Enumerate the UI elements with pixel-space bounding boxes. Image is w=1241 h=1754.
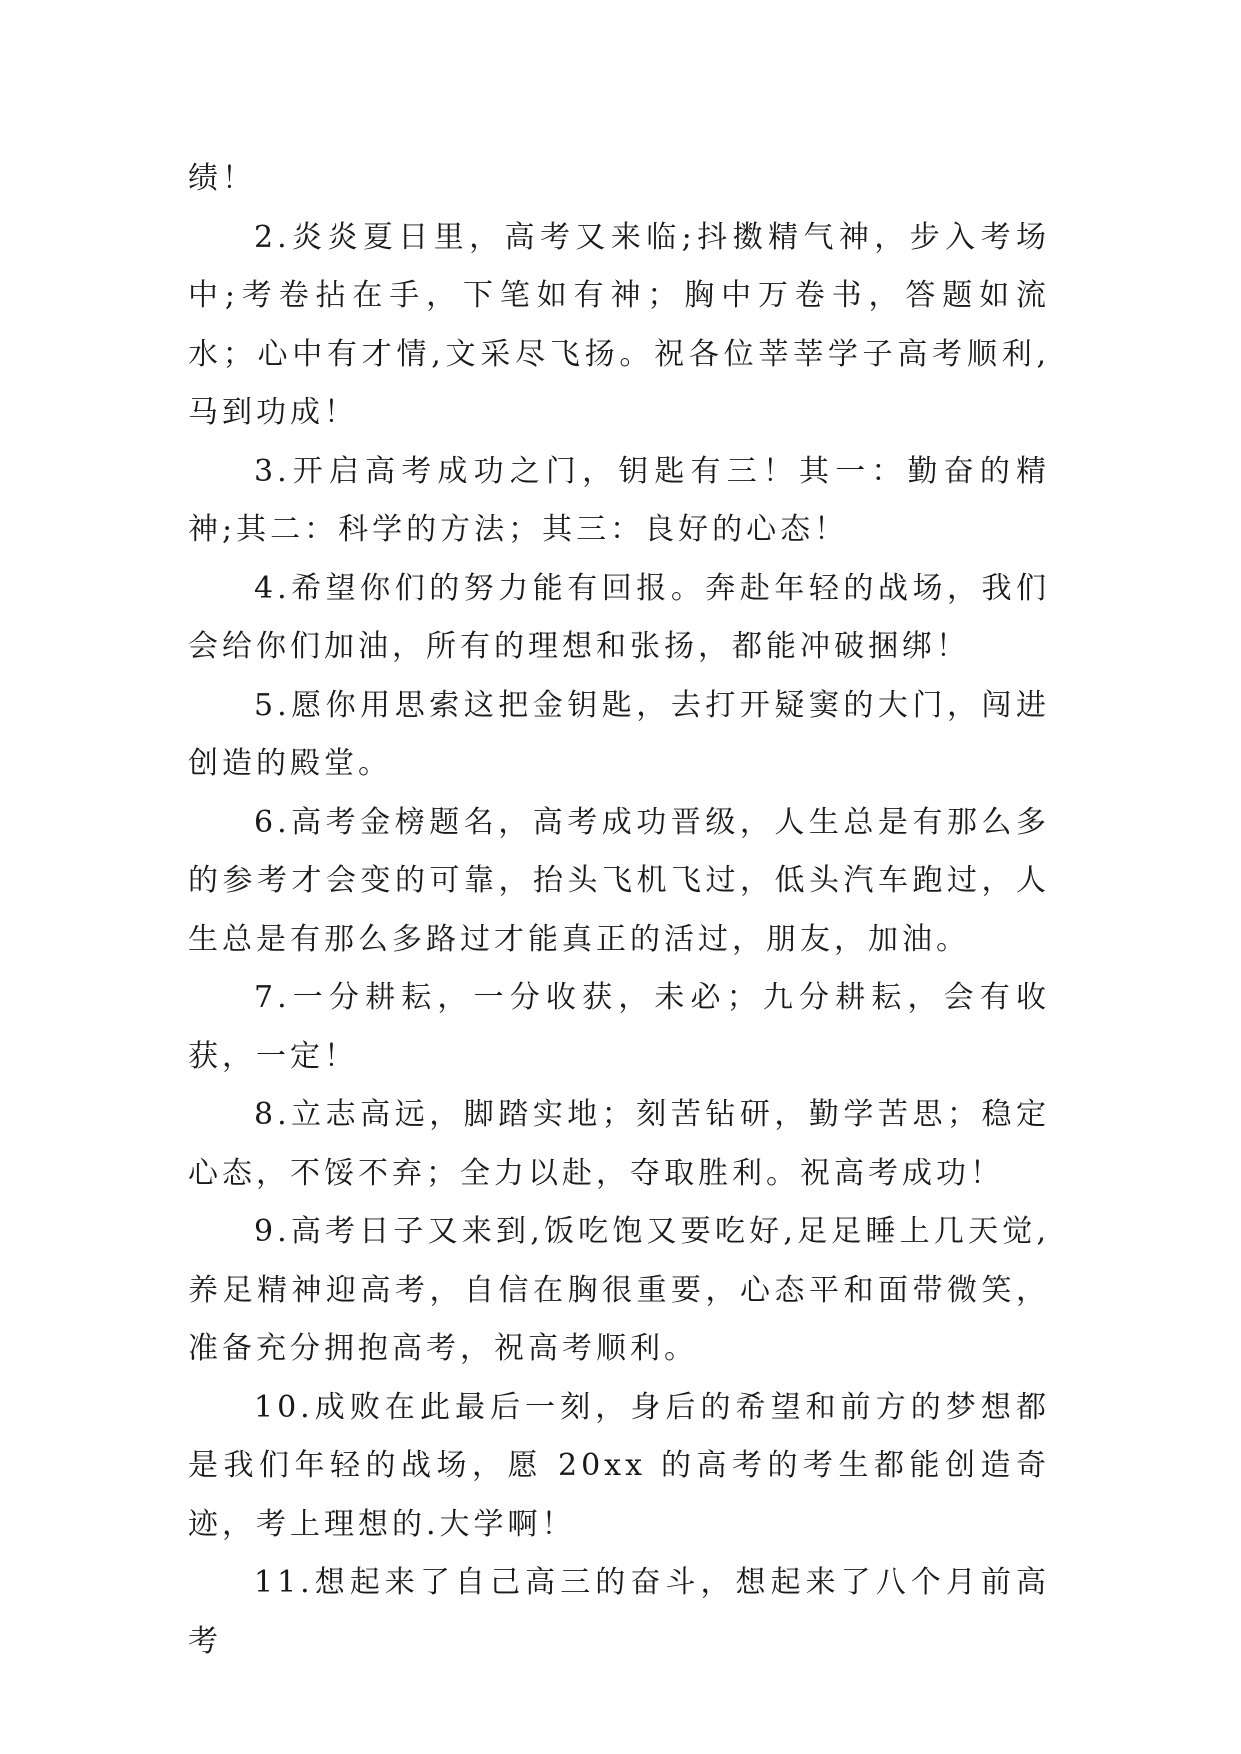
- paragraph-item-5: 5.愿你用思索这把金钥匙，去打开疑窦的大门，闯进创造的殿堂。: [188, 687, 1050, 781]
- paragraph-continuation: 绩！: [188, 161, 256, 196]
- paragraph-item-2: 2.炎炎夏日里，高考又来临;抖擞精气神，步入考场中;考卷拈在手，下笔如有神；胸中万卷书，答题如流水；心中有才情,文采尽飞扬。祝各位莘莘学子高考顺利,马到功成！: [188, 219, 1050, 430]
- paragraph-item-8: 8.立志高远，脚踏实地；刻苦钻研，勤学苦思；稳定心态，不馁不弃；全力以赴，夺取胜利。祝高考成功！: [188, 1097, 1050, 1191]
- paragraph-item-6: 6.高考金榜题名，高考成功晋级，人生总是有那么多的参考才会变的可靠，抬头飞机飞过，低头汽车跑过，人生总是有那么多路过才能真正的活过，朋友，加油。: [188, 804, 1050, 957]
- paragraph-item-4: 4.希望你们的努力能有回报。奔赴年轻的战场，我们会给你们加油，所有的理想和张扬，都能冲破捆绑！: [188, 570, 1050, 664]
- paragraph-item-10: 10.成败在此最后一刻，身后的希望和前方的梦想都是我们年轻的战场，愿 20xx 的高考的考生都能创造奇迹，考上理想的.大学啊！: [188, 1389, 1050, 1542]
- paragraph-item-7: 7.一分耕耘，一分收获，未必；九分耕耘，会有收获，一定！: [188, 980, 1050, 1074]
- paragraph-item-9: 9.高考日子又来到,饭吃饱又要吃好,足足睡上几天觉,养足精神迎高考，自信在胸很重要，心态平和面带微笑，准备充分拥抱高考，祝高考顺利。: [188, 1214, 1050, 1366]
- paragraph-item-11: 11.想起来了自己高三的奋斗，想起来了八个月前高考: [188, 1565, 1050, 1659]
- document-body: [188, 150, 1050, 1671]
- paragraph-item-3: 3.开启高考成功之门，钥匙有三！其一：勤奋的精神;其二：科学的方法；其三：良好的心态！: [188, 453, 1050, 547]
